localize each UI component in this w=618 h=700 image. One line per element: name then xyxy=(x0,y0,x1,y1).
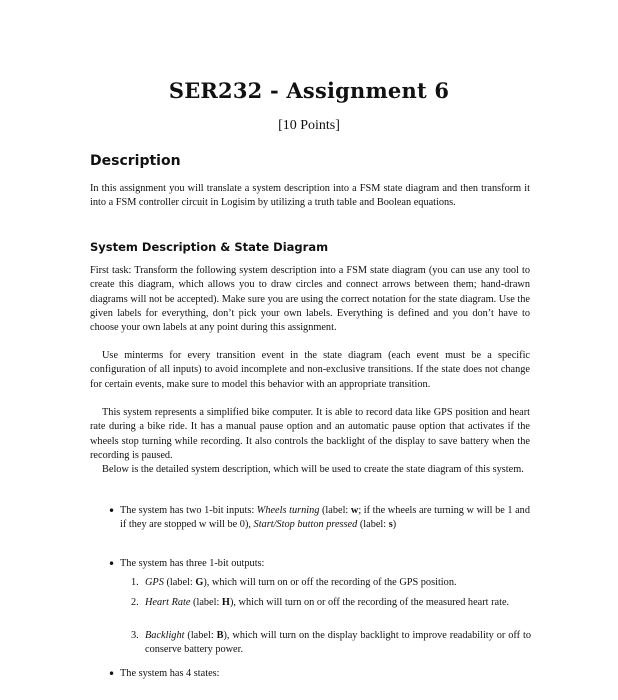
gps-name: GPS xyxy=(145,577,164,588)
label-h: H xyxy=(221,597,230,608)
system-description-heading: System Description & State Diagram xyxy=(90,240,329,254)
system-paragraph-3: This system represents a simplified bike computer. It is able to record data like GPS position and heart rate during a bike ride. It has a manual pause option and an automatic pause option that activates if the wheels stop turning while recording. It also controls the backlight of the display to save battery when the recording is paused. xyxy=(90,407,530,461)
outputs-intro: The system has three 1-bit outputs: xyxy=(120,558,265,569)
bullet-marker: • xyxy=(108,667,116,681)
description-paragraph: In this assignment you will translate a system description into a FSM state diagram and then transform it into a FSM controller circuit in Logisim by utilizing a truth table and Boolean equations. xyxy=(90,183,530,209)
description-heading: Description xyxy=(90,153,181,169)
label-b: B xyxy=(216,630,224,641)
points-label: [10 Points] xyxy=(278,118,340,133)
output-item-backlight: 3. Backlight (label: B), which will turn on the display backlight to improve readability or off to conserve battery power. xyxy=(131,630,531,656)
system-paragraph-2: Use minterms for every transition event in the state diagram (each event must be a specific configuration of all inputs) to avoid incomplete and non-exclusive transitions. If the state does not change for certain events, make sure to model this behavior with an appropriate transition. xyxy=(90,350,530,390)
start-stop-name: Start/Stop button pressed xyxy=(253,519,358,531)
backlight-name: Backlight xyxy=(145,630,185,641)
inputs-text: The system has two 1-bit inputs: Wheels turning (label: w; if the wheels are turning w will be 1 and if they are stopped w will be 0), Start/Stop button pressed (label: s) xyxy=(120,505,530,531)
label-s: s xyxy=(388,519,393,531)
label-w: w xyxy=(350,505,359,516)
states-intro: The system has 4 states: xyxy=(120,668,220,679)
bullet-marker: • xyxy=(108,504,116,518)
output-item-heart-rate: 2. Heart Rate (label: H), which will turn on or off the recording of the measured heart rate. xyxy=(131,597,510,608)
bullet-marker: • xyxy=(108,557,116,571)
system-paragraph-1: First task: Transform the following system description into a FSM state diagram (you can use any tool to create this diagram, which allows you to draw circles and connect arrows between them; hand-drawn diagrams will not be accepted). Make sure you are using the correct notation for the state diagram. Use the given labels for everything, don’t pick your own labels. Everything is defined and you don’t have to choose your own labels at any point during this assignment. xyxy=(90,265,530,334)
output-item-gps: 1. GPS (label: G), which will turn on or off the recording of the GPS position. xyxy=(131,577,457,588)
document-title: SER232 - Assignment 6 xyxy=(168,78,450,103)
label-g: G xyxy=(195,577,204,588)
heart-rate-name: Heart Rate xyxy=(145,597,191,608)
wheels-turning-name: Wheels turning xyxy=(256,505,320,516)
system-paragraph-4: Below is the detailed system description, which will be used to create the state diagram of this system. xyxy=(102,464,524,475)
